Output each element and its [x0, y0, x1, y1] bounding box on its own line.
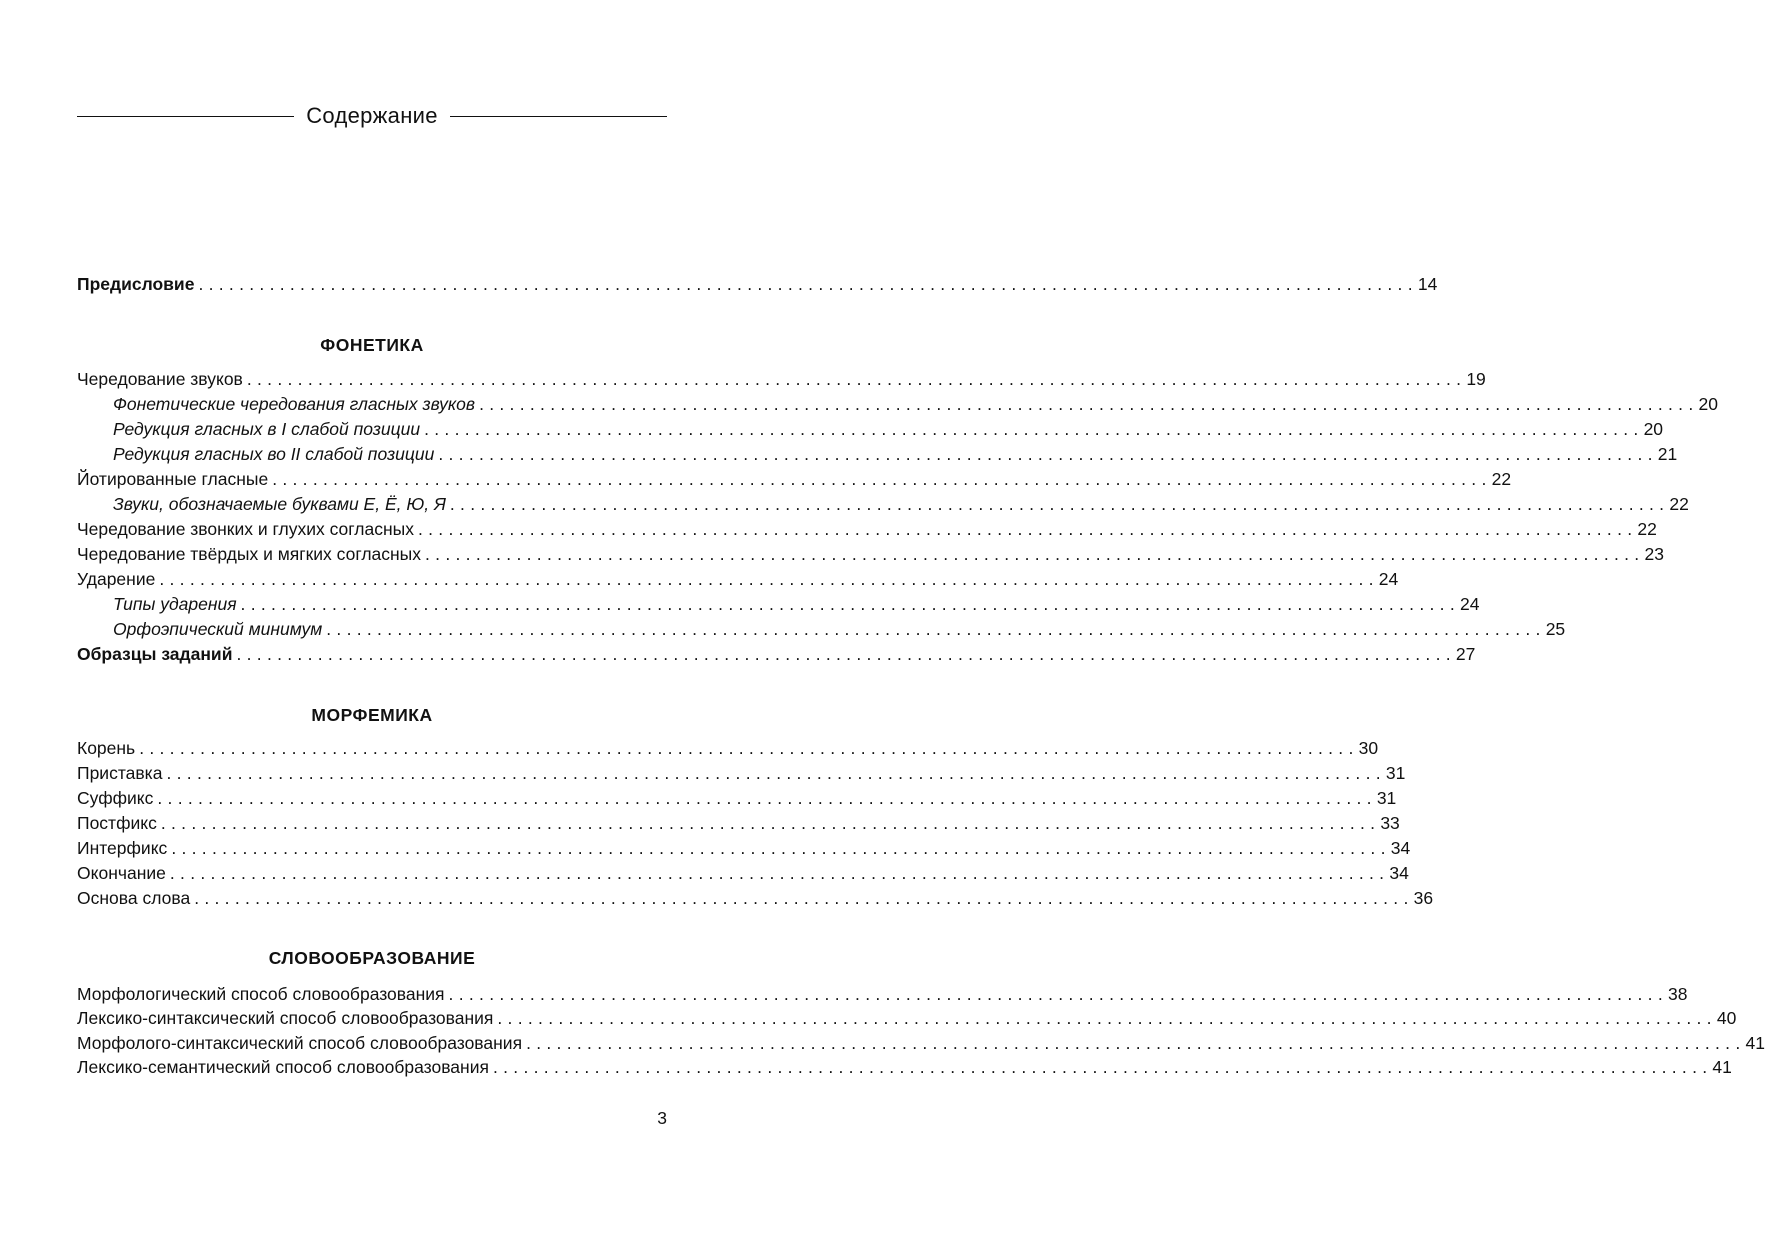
- dot-leader: ........................................................................................................................: [246, 369, 1467, 389]
- toc-entry[interactable]: [77, 736, 1379, 760]
- dot-leader: ........................................................................................................................: [497, 1008, 1717, 1028]
- toc-entry-page: 31: [1385, 763, 1406, 783]
- toc-entry-label: Постфикс: [77, 813, 157, 833]
- toc-entry-label: Корень: [77, 738, 136, 758]
- dot-leader: ........................................................................................................................: [236, 644, 1456, 664]
- section-heading-word-formation: СЛОВООБРАЗОВАНИЕ: [268, 948, 476, 968]
- toc-entry-page: 33: [1380, 813, 1400, 833]
- toc-entry[interactable]: [77, 592, 1480, 616]
- toc-entry-page: 19: [1466, 369, 1486, 389]
- toc-entry[interactable]: [77, 886, 1434, 910]
- toc-entry[interactable]: [77, 811, 1400, 835]
- toc-entry-label: Чередование твёрдых и мягких согласных: [77, 544, 422, 564]
- toc-entry-page: 21: [1657, 444, 1678, 464]
- toc-entry[interactable]: [77, 367, 1486, 391]
- toc-entry-page: 23: [1644, 544, 1664, 564]
- toc-entry-label: Морфолого-синтаксический способ словообразования: [77, 1033, 523, 1053]
- header-rule-right: [450, 116, 667, 117]
- toc-entry[interactable]: [77, 642, 1476, 666]
- dot-leader: ........................................................................................................................: [449, 494, 1670, 514]
- toc-entry[interactable]: [77, 442, 1678, 466]
- dot-leader: ........................................................................................................................: [160, 813, 1381, 833]
- toc-entry-page: 40: [1716, 1008, 1737, 1028]
- page-number: 3: [657, 1108, 667, 1128]
- toc-entry-page: 41: [1745, 1033, 1765, 1053]
- toc-entry[interactable]: [77, 861, 1409, 885]
- toc-entry[interactable]: [77, 417, 1664, 441]
- toc-entry-label: Йотированные гласные: [77, 469, 269, 489]
- dot-leader: ........................................................................................................................: [424, 419, 1644, 439]
- dot-leader: ........................................................................................................................: [198, 274, 1418, 294]
- toc-entry-page: 22: [1491, 469, 1512, 489]
- toc-page: [77, 0, 1765, 1241]
- dot-leader: ........................................................................................................................: [240, 594, 1460, 614]
- toc-entry[interactable]: [77, 467, 1512, 491]
- dot-leader: ........................................................................................................................: [166, 763, 1386, 783]
- header-rule-left: [77, 116, 294, 117]
- toc-entry-page: 24: [1378, 569, 1399, 589]
- toc-entry-label: Фонетические чередования гласных звуков: [113, 394, 476, 414]
- dot-leader: ........................................................................................................................: [171, 838, 1391, 858]
- section-heading-morphemics: МОРФЕМИКА: [311, 705, 433, 725]
- dot-leader: ........................................................................................................................: [417, 519, 1638, 539]
- toc-entry-page: 41: [1712, 1057, 1732, 1077]
- toc-entry[interactable]: [77, 761, 1406, 785]
- toc-entry-label: Морфологический способ словообразования: [77, 984, 445, 1004]
- toc-entry-page: 34: [1390, 838, 1411, 858]
- dot-leader: ........................................................................................................................: [157, 788, 1377, 808]
- dot-leader: ........................................................................................................................: [169, 863, 1390, 883]
- section-heading-phonetics: ФОНЕТИКА: [320, 335, 424, 355]
- toc-entry-label: Суффикс: [77, 788, 154, 808]
- toc-entry[interactable]: [77, 786, 1397, 810]
- toc-entry[interactable]: [77, 567, 1399, 591]
- toc-entry-page: 34: [1389, 863, 1409, 883]
- toc-entry-label: Интерфикс: [77, 838, 168, 858]
- toc-entry[interactable]: [77, 392, 1718, 416]
- dot-leader: ........................................................................................................................: [492, 1057, 1713, 1077]
- dot-leader: ........................................................................................................................: [425, 544, 1645, 564]
- dot-leader: ........................................................................................................................: [448, 984, 1668, 1004]
- toc-entry-label: Окончание: [77, 863, 166, 883]
- toc-entry-label: Основа слова: [77, 888, 191, 908]
- toc-entry-label: Лексико-синтаксический способ словообразования: [77, 1008, 494, 1028]
- toc-entry-label: Образцы заданий: [77, 644, 233, 664]
- toc-entry-label: Типы ударения: [113, 594, 237, 614]
- dot-leader: ........................................................................................................................: [159, 569, 1379, 589]
- toc-entry[interactable]: [77, 517, 1657, 541]
- toc-entry-label: Редукция гласных в I слабой позиции: [113, 419, 421, 439]
- toc-entry-page: 36: [1413, 888, 1434, 908]
- dot-leader: ........................................................................................................................: [326, 619, 1546, 639]
- toc-entry-page: 22: [1669, 494, 1689, 514]
- toc-entry-page: 30: [1358, 738, 1379, 758]
- toc-header: [77, 100, 667, 132]
- toc-entry[interactable]: [77, 1055, 1732, 1079]
- toc-entry[interactable]: [77, 1031, 1765, 1055]
- toc-entry-label: Предисловие: [77, 274, 195, 294]
- toc-entry[interactable]: [77, 836, 1411, 860]
- toc-entry-page: 22: [1637, 519, 1657, 539]
- toc-entry-label: Приставка: [77, 763, 163, 783]
- dot-leader: ........................................................................................................................: [438, 444, 1658, 464]
- toc-entry-page: 24: [1460, 594, 1480, 614]
- toc-entry[interactable]: [77, 982, 1688, 1006]
- toc-entry-page: 31: [1376, 788, 1397, 808]
- toc-entry-page: 27: [1455, 644, 1476, 664]
- toc-entry-label: Редукция гласных во II слабой позиции: [113, 444, 435, 464]
- toc-entry-label: Чередование звуков: [77, 369, 243, 389]
- toc-entry-page: 20: [1643, 419, 1664, 439]
- toc-entry-label: Чередование звонких и глухих согласных: [77, 519, 414, 539]
- toc-entry-page: 25: [1545, 619, 1566, 639]
- toc-entry-page: 20: [1698, 394, 1718, 414]
- toc-entry-label: Лексико-семантический способ словообразования: [77, 1057, 489, 1077]
- dot-leader: ........................................................................................................................: [139, 738, 1359, 758]
- toc-entry[interactable]: [77, 1006, 1737, 1030]
- toc-entry[interactable]: [77, 542, 1664, 566]
- toc-entry-preface[interactable]: [77, 272, 1438, 296]
- toc-entry[interactable]: [77, 617, 1566, 641]
- toc-entry-label: Ударение: [77, 569, 156, 589]
- dot-leader: ........................................................................................................................: [526, 1033, 1746, 1053]
- dot-leader: ........................................................................................................................: [272, 469, 1492, 489]
- toc-entry-page: 14: [1417, 274, 1438, 294]
- toc-entry-page: 38: [1668, 984, 1688, 1004]
- toc-entry-label: Звуки, обозначаемые буквами Е, Ё, Ю, Я: [113, 494, 446, 514]
- toc-entry[interactable]: [77, 492, 1689, 516]
- page-title: Содержание: [306, 103, 438, 128]
- dot-leader: ........................................................................................................................: [479, 394, 1699, 414]
- dot-leader: ........................................................................................................................: [194, 888, 1414, 908]
- toc-entry-label: Орфоэпический минимум: [113, 619, 323, 639]
